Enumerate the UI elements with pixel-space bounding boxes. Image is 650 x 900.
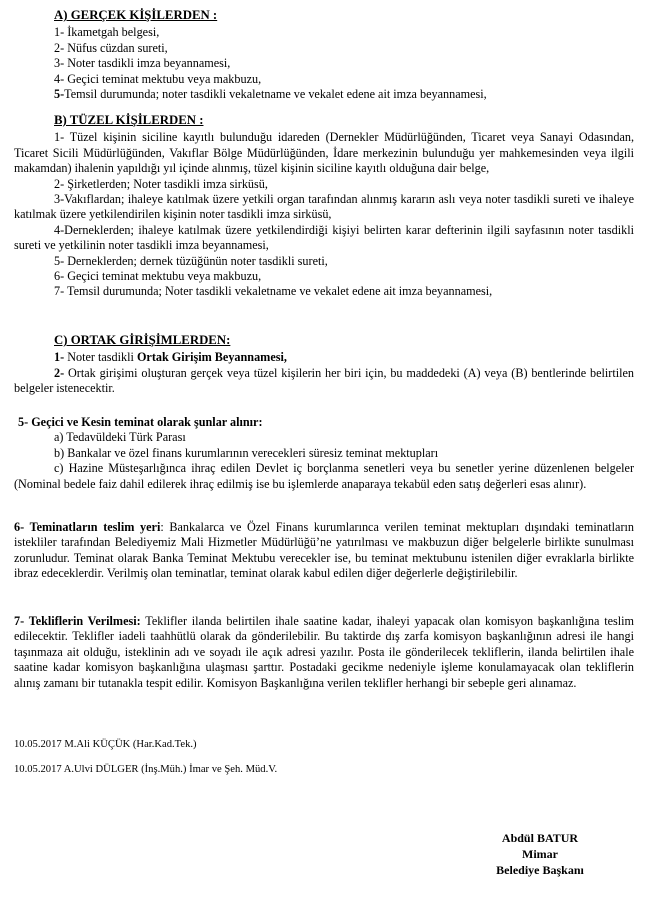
section-c-heading: C) ORTAK GİRİŞİMLERDEN: [54,333,231,347]
section-7-label: 7- Tekliflerin Verilmesi: [14,614,141,628]
section-c [14,333,634,397]
section-c-item-2 [14,366,634,397]
section-a [14,8,634,102]
section-a-heading: A) GERÇEK KİŞİLERDEN : [54,8,218,22]
section-a-item: 3- Noter tasdikli imza beyannamesi, [54,56,231,71]
section-b-item: 2- Şirketlerden; Noter tasdikli imza sirküsü, [54,176,268,191]
section-6 [14,520,634,582]
section-a-item: 1- İkametgah belgesi, [54,25,160,40]
signature-block [480,830,600,878]
section-a-item-5-text: Temsil durumunda; noter tasdikli vekaletname ve vekalet edene ait imza beyannamesi, [64,87,487,102]
section-5-item: b) Bankalar ve özel finans kurumlarının verecekleri süresiz teminat mektupları [54,445,439,460]
section-c-item-1-text: Noter tasdikli [67,350,134,365]
section-c-item-1 [14,350,634,365]
signature-title-2: Belediye Başkanı [496,863,584,877]
section-c-item-2-text: Ortak girişimi oluşturan gerçek veya tüzel kişilerin her biri için, bu maddedeki (A) veya (B) bentlerinde belirtilen belgeler istenecektir. [14,365,634,396]
section-5-heading-text: 5- Geçici ve Kesin teminat olarak şunlar alınır: [18,415,263,429]
section-b-heading: B) TÜZEL KİŞİLERDEN : [54,113,204,127]
signature-title-1: Mimar [522,847,558,861]
section-b [14,113,634,300]
section-a-item: 4- Geçici teminat mektubu veya makbuzu, [54,71,262,86]
section-b-item: 3-Vakıflardan; ihaleye katılmak üzere yetkili organ tarafından alınmış kararın aslı veya noter tasdikli sureti ve ihaleye katılmak üzere yetkilendirilen kişinin noter tasdikli imza sirküsü, [14,192,634,222]
approval-1: 10.05.2017 M.Ali KÜÇÜK (Har.Kad.Tek.) [14,739,197,750]
section-a-item-5-num: 5- [54,87,65,102]
section-7-text: Teklifler ilanda belirtilen ihale saatine kadar, ihaleyi yapacak olan komisyon başkanlığına teslim edilecektir. Teklifler iadeli taahhütlü olarak da gönderilebilir. Bu taktirde dış zarfa komisyon başkanlığının adresi ile hangi taşınmaza ait olduğu, isteklinin adı ve soyadı ile açık adresi yazılır. Posta ile gönderilecek tekliflerin, ilanda belirtilen ihale saatine kadar komisyon başkanlığına ulaşması şarttır. Postadaki gecikme nedeniyle işleme konulamayacak olan tekliflerin alınış zamanı bir tutanakla tespit edilir. Komisyon Başkanlığına verilen teklifler herhangi bir sebeple geri alınamaz. [14,614,634,690]
section-5 [14,415,634,492]
section-b-item: 5- Derneklerden; dernek tüzüğünün noter tasdikli sureti, [54,253,328,268]
section-c-item-2-num: 2- [54,365,65,380]
section-b-item: 7- Temsil durumunda; Noter tasdikli vekaletname ve vekalet edene ait imza beyannamesi, [54,284,493,299]
section-c-item-1-bold: Ortak Girişim Beyannamesi, [136,350,287,365]
section-b-item: 4-Derneklerden; ihaleye katılmak üzere yetkilendirdiği kişiyi belirten karar defterinin ilgili sayfasının noter tasdikli sureti ve yetkilinin noter tasdikli imza beyannamesi, [14,222,634,253]
signature-name: Abdül BATUR [501,831,579,845]
section-5-item: a) Tedavüldeki Türk Parası [54,430,186,445]
section-6-label: 6- Teminatların teslim yeri [14,520,161,534]
approval-2: 10.05.2017 A.Ulvi DÜLGER (İnş.Müh.) İmar ve Şeh. Müd.V. [14,764,278,775]
section-6-text: : Bankalarca ve Özel Finans kurumlarınca verilen teminat mektupları dışındaki teminatların istekliler tarafından Belediyemiz Mali Hizmetler Müdürlüğü’ne yatırılması ve makbuzun diğer belgelerle birlikte sunulması zorunludur. Teminat olarak Banka Teminat Mektubu verecekler ise, bu teminat mektubunu istenilen diğer evraklarla birlikte ibraz edeceklerdir. Verilmiş olan teminatlar, teminat olarak kabul edilen diğer değerlerle değiştirilebilir. [14,520,634,581]
section-a-item-5 [14,87,634,102]
section-7 [14,614,634,691]
section-a-item: 2- Nüfus cüzdan sureti, [54,40,168,55]
section-b-item: 1- Tüzel kişinin siciline kayıtlı bulunduğu idareden (Dernekler Müdürlüğünden, Ticaret veya Sanayi Odasından, Ticaret Sicili Müdürlüğünden, Vakıflar Bölge Müdürlüğünden, İdare merkezinin bulunduğu yer mahkemesinden veya ilgili makamdan) ihalenin yapıldığı yıl içinde alınmış, tüzel kişinin siciline kayıtlı olduğuna dair belge, [14,130,634,176]
section-b-item: 6- Geçici teminat mektubu veya makbuzu, [54,269,262,284]
section-5-heading [14,415,634,430]
section-5-item: c) Hazine Müsteşarlığınca ihraç edilen Devlet iç borçlanma senetleri veya bu senetler yerine düzenlenen belgeler (Nominal bedele faiz dahil edilerek ihraç edilmiş ise bu işlemlerde anaparaya tekabül eden satış değerleri esas alınır). [14,461,634,491]
section-c-item-1-num: 1- [54,350,65,365]
section-7-paragraph [14,614,634,691]
section-6-paragraph [14,520,634,582]
